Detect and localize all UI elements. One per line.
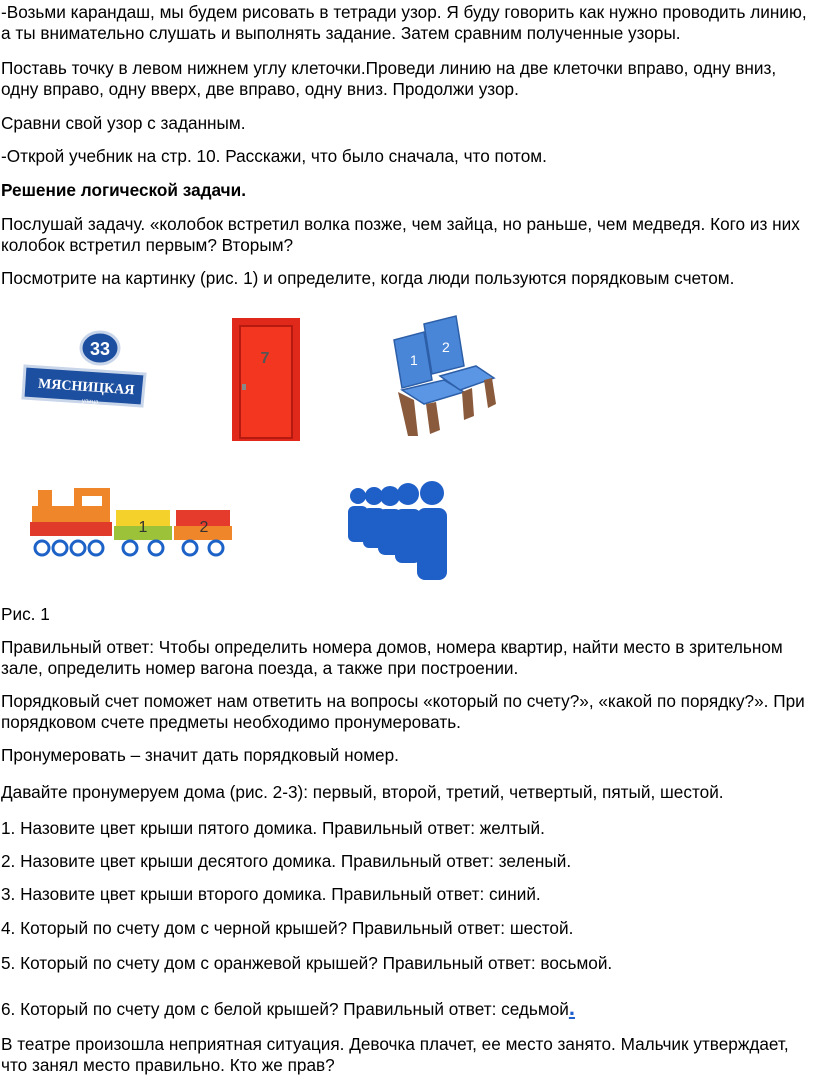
logic-task-heading: Решение логической задачи. <box>1 180 246 200</box>
wagon-number-2: 2 <box>199 519 209 536</box>
theatre-seats-image <box>384 312 500 440</box>
train-image <box>28 486 234 561</box>
seat-number-2: 2 <box>442 339 450 355</box>
street-sign-number: 33 <box>89 339 111 359</box>
door-number: 7 <box>260 350 270 367</box>
intro-paragraph: -Возьми карандаш, мы будем рисовать в тетради узор. Я буду говорить как нужно проводить линию, а ты внимательно слушать и выполнять задание. Затем сравним полученные узоры. <box>1 2 807 43</box>
question-6-dot: . <box>568 995 575 1020</box>
textbook-paragraph: -Открой учебник на стр. 10. Расскажи, что было сначала, что потом. <box>1 146 547 166</box>
question-6-text: 6. Который по счету дом с белой крышей? Правильный ответ: седьмой <box>1 999 569 1019</box>
street-sign-name: МЯСНИЦКАЯ <box>37 376 135 399</box>
figure-caption: Рис. 1 <box>1 604 50 624</box>
task-paragraph: Послушай задачу. «колобок встретил волка позже, чем зайца, но раньше, чем медведя. Кого из них колобок встретил первым? Вторым? <box>1 214 800 255</box>
question-6 <box>1 997 809 1020</box>
wagon-number-1: 1 <box>138 519 148 536</box>
door-image <box>228 316 304 443</box>
look-picture-paragraph: Посмотрите на картинку (рис. 1) и определите, когда люди пользуются порядковым счетом. <box>1 268 735 288</box>
houses-paragraph: Давайте пронумеруем дома (рис. 2-3): первый, второй, третий, четвертый, пятый, шестой. <box>1 782 724 802</box>
answer-paragraph: Правильный ответ: Чтобы определить номера домов, номера квартир, найти место в зрительном зале, определить номер вагона поезда, а также при построении. <box>1 637 783 678</box>
seat-number-1: 1 <box>410 352 418 368</box>
theatre-paragraph: В театре произошла неприятная ситуация. Девочка плачет, ее место занято. Мальчик утверждает, что занял место правильно. Кто же прав? <box>1 1034 789 1075</box>
numbering-definition: Пронумеровать – значит дать порядковый номер. <box>1 745 399 765</box>
question-1: 1. Назовите цвет крыши пятого домика. Правильный ответ: желтый. <box>1 818 545 838</box>
street-sign-image <box>20 328 155 410</box>
compare-paragraph: Сравни свой узор с заданным. <box>1 113 246 133</box>
instruction-paragraph: Поставь точку в левом нижнем углу клеточки.Проведи линию на две клеточки вправо, одну вниз, одну вправо, одну вверх, две вправо, одну вниз. Продолжи узор. <box>1 58 777 99</box>
question-5: 5. Который по счету дом с оранжевой крышей? Правильный ответ: восьмой. <box>1 953 613 973</box>
question-2: 2. Назовите цвет крыши десятого домика. Правильный ответ: зеленый. <box>1 851 572 871</box>
question-3: 3. Назовите цвет крыши второго домика. Правильный ответ: синий. <box>1 884 541 904</box>
ordinal-count-paragraph: Порядковый счет поможет нам ответить на вопросы «который по счету?», «какой по порядку?». При порядковом счете предметы необходимо пронумеровать. <box>1 691 805 732</box>
queue-of-people-image <box>346 480 454 584</box>
question-4: 4. Который по счету дом с черной крышей? Правильный ответ: шестой. <box>1 918 574 938</box>
street-sign-sub: улица <box>81 398 99 406</box>
